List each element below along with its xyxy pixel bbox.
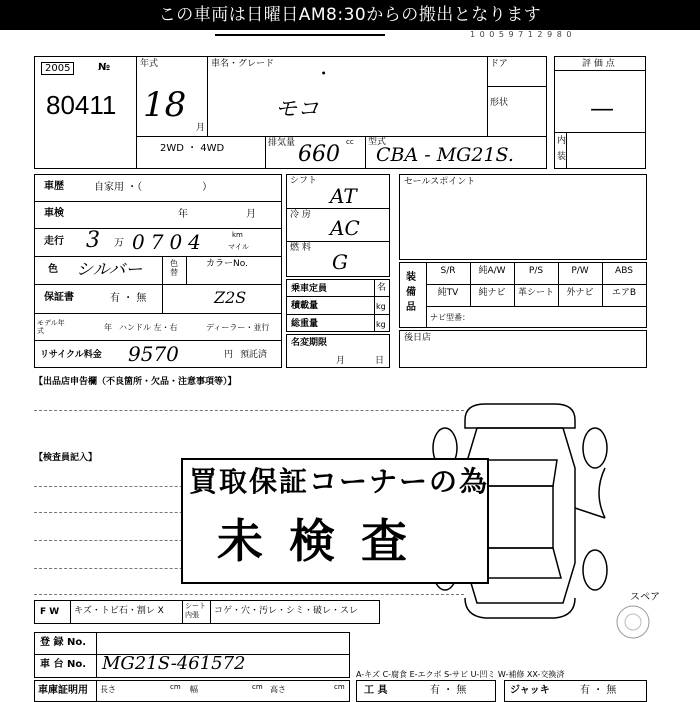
length-unit: cm	[170, 683, 181, 691]
model-year-label: モデル年式	[37, 319, 65, 335]
title-fragment	[215, 31, 385, 36]
gross-label: 総重量	[291, 319, 319, 329]
interior-label-1: 内	[557, 136, 567, 146]
equipment-item: S/R	[440, 266, 456, 276]
fuel-value: G	[332, 250, 348, 274]
model-label: 型式	[368, 137, 387, 147]
jack-label: ジャッキ	[510, 685, 550, 696]
fw-label: F W	[40, 607, 60, 617]
equipment-item: 革シート	[517, 288, 554, 298]
sales-point-label: セールスポイント	[404, 177, 476, 187]
seller-notice-label: 【出品店申告欄（不良箇所・欠品・注意事項等）】	[34, 377, 237, 387]
recycle-value: 9570	[128, 342, 179, 366]
deadline-day: 日	[375, 356, 385, 366]
chassis-label: 車 台 No.	[40, 659, 87, 670]
right-front-wheel	[583, 550, 607, 590]
later-store-label: 後日店	[404, 333, 432, 343]
capacity-label: 乗車定員	[291, 284, 328, 294]
car-name-value: モコ	[275, 97, 320, 122]
drive-type: 2WD ・ 4WD	[160, 143, 225, 154]
equipment-item: 外ナビ	[566, 288, 594, 298]
no-label: №	[98, 62, 111, 73]
fuel-label: 燃 料	[290, 243, 311, 253]
equipment-item: P/S	[528, 266, 544, 276]
displacement-label: 排気量	[268, 138, 296, 148]
equipment-item: 純A/W	[478, 266, 506, 276]
lot-number: 80411	[46, 90, 117, 120]
mileage-man: 3	[86, 228, 100, 253]
spare-label: スペア	[630, 592, 660, 603]
stamp-top-text: 買取保証コーナーの為	[189, 465, 490, 498]
inspector-label: 【検査員記入】	[34, 453, 98, 463]
seat-text: コゲ・穴・汚レ・シミ・破レ・スレ	[214, 606, 359, 616]
aircon-value: AC	[330, 216, 360, 240]
top-serial: 1 0 0 5 9 7 1 2 9 8 0	[470, 30, 573, 39]
aircon-label: 冷 房	[290, 210, 311, 220]
color-number-value: Z2S	[214, 288, 247, 307]
month-suffix: 月	[196, 123, 206, 133]
mileage-mile: マイル	[228, 243, 249, 251]
right-side-line	[599, 468, 605, 518]
tools-value: 有 ・ 無	[430, 685, 467, 696]
shift-value: AT	[330, 184, 357, 208]
year-tag: 2005	[41, 62, 74, 75]
nendo-label: 年式	[140, 59, 159, 69]
inspection-label: 車検	[44, 208, 64, 219]
later-store-box	[399, 330, 647, 368]
deadline-label: 名変期限	[291, 338, 328, 348]
equipment-item: エアB	[611, 288, 637, 298]
damage-legend: A-キズ C-腐食 E-エクボ S-サビ U-凹ミ W-補修 XX-交換済	[356, 670, 565, 679]
score-label: 評 価 点	[582, 59, 615, 69]
width-label: 幅	[190, 685, 198, 694]
color-value: シルバー	[76, 260, 143, 280]
recycle-label: リサイクル料金	[40, 350, 102, 360]
height-label: 高さ	[270, 685, 286, 694]
stamp-bottom-text: 未検査	[217, 514, 433, 568]
door-label: ドア	[490, 59, 508, 69]
not-inspected-stamp	[181, 458, 489, 584]
warranty-value: 有 ・ 無	[110, 293, 147, 304]
equipment-label: 装備品	[406, 272, 416, 313]
roof-outline	[487, 486, 553, 548]
navi-model-label: ナビ型番：	[430, 313, 470, 322]
rear-window	[483, 460, 557, 486]
rear-bumper	[465, 404, 575, 428]
garage-cert-label: 車庫証明用	[38, 685, 88, 696]
dealer-label: ディーラー・並行	[206, 323, 270, 332]
spare-tire	[615, 604, 651, 640]
equipment-item: ABS	[615, 266, 633, 276]
seat-label: シート内張	[185, 602, 206, 619]
right-rear-wheel	[583, 428, 607, 468]
deadline-month: 月	[336, 356, 346, 366]
width-unit: cm	[252, 683, 263, 691]
load-unit: kg	[376, 302, 386, 311]
load-label: 積載量	[291, 301, 319, 311]
shape-label: 形状	[490, 98, 509, 108]
chassis-value: MG21S-461572	[102, 653, 246, 674]
warranty-label: 保証書	[44, 292, 74, 303]
mileage-unit-man: 万	[114, 238, 124, 249]
front-bumper	[465, 598, 575, 618]
mileage-rest: 0704	[132, 230, 207, 254]
tools-label: 工 具	[364, 685, 388, 696]
score-value: —	[590, 94, 614, 122]
color-change-label: 色替	[170, 259, 178, 277]
displacement-value: 660	[298, 142, 340, 167]
history-value: 自家用 ・（ ）	[94, 182, 213, 193]
fw-text: キズ・トビ石・割レ X	[74, 606, 164, 616]
height-unit: cm	[334, 683, 345, 691]
shift-label: シフト	[290, 176, 318, 186]
length-label: 長さ	[100, 685, 116, 694]
inspection-year: 年	[178, 209, 188, 220]
mileage-label: 走行	[44, 236, 64, 247]
recycle-deposit: 預託済	[240, 350, 268, 360]
color-number-label: カラーNo.	[206, 259, 248, 269]
history-section	[34, 174, 282, 368]
history-label: 車歴	[44, 181, 64, 192]
notice-banner: この車両は日曜日AM8:30からの搬出となります	[0, 0, 700, 30]
capacity-unit: 名	[377, 283, 387, 293]
inspection-month: 月	[246, 209, 256, 220]
recycle-unit: 円	[224, 350, 234, 360]
registration-label: 登 録 No.	[40, 637, 87, 648]
model-year-year: 年	[104, 323, 112, 332]
color-label: 色	[48, 264, 58, 275]
gross-unit: kg	[376, 320, 386, 329]
interior-label-2: 装	[557, 152, 567, 162]
jack-value: 有 ・ 無	[580, 685, 617, 696]
equipment-item: P/W	[571, 266, 589, 276]
equipment-item: 純ナビ	[478, 288, 506, 298]
mileage-km: km	[232, 231, 243, 239]
windshield	[479, 548, 561, 578]
car-name-label: 車名・グレード	[211, 59, 275, 69]
model-value: CBA - MG21S.	[376, 144, 514, 166]
cc-unit: cc	[346, 138, 354, 146]
equipment-item: 純TV	[437, 288, 459, 298]
handle-label: ハンドル 左・右	[119, 323, 178, 332]
nendo-value: 18	[143, 85, 187, 125]
